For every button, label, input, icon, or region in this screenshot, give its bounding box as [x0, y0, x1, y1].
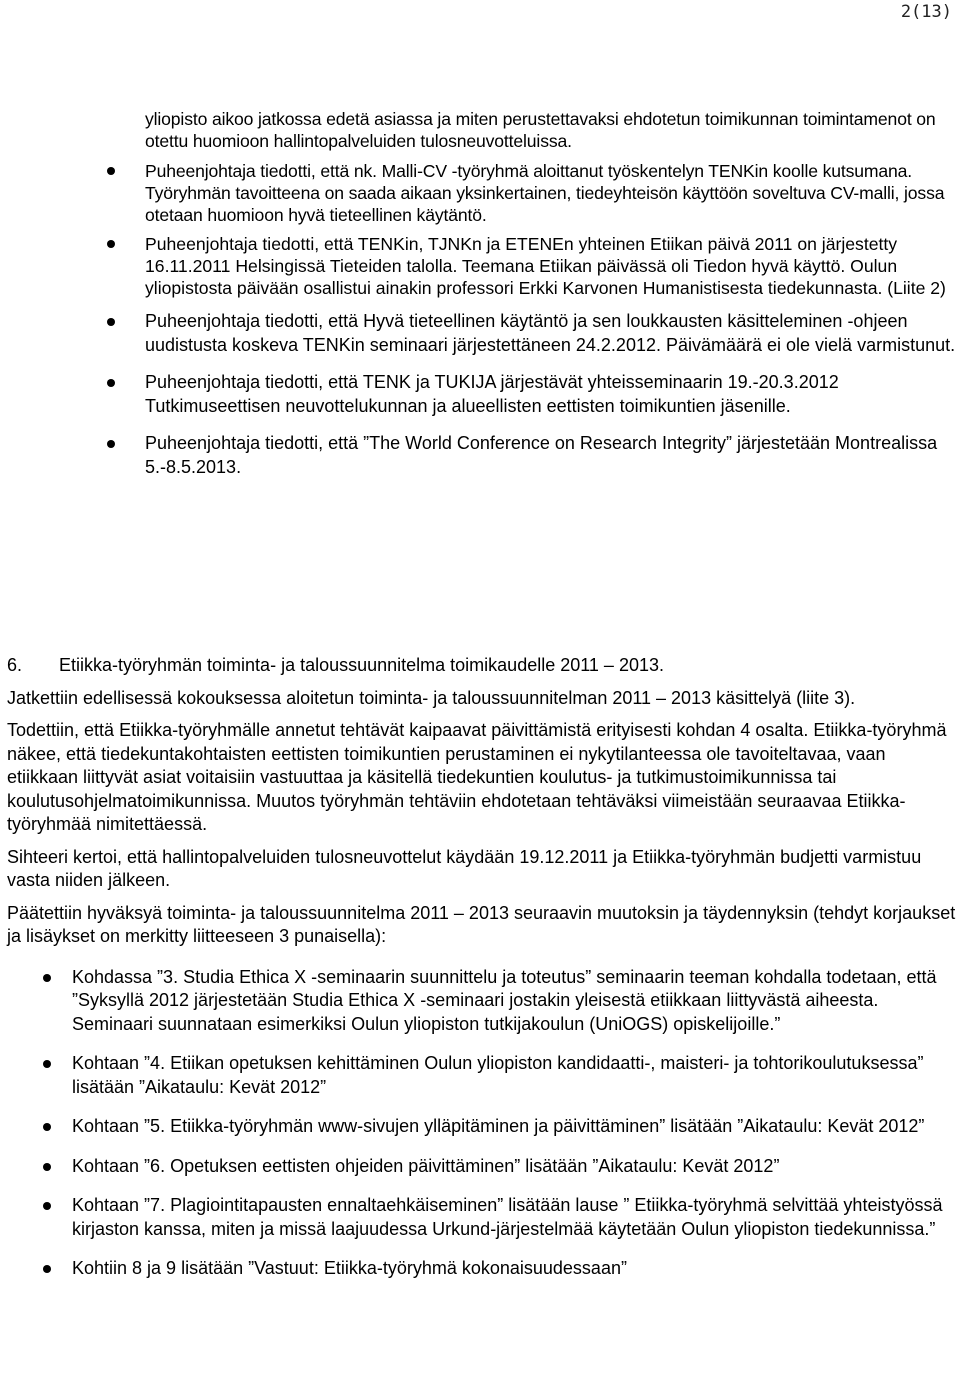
page-number: 2(13) [900, 2, 952, 22]
list-item [145, 371, 960, 418]
list-item [72, 1052, 960, 1099]
list-item [72, 966, 960, 1037]
list-item-text: Kohdassa ”3. Studia Ethica X -seminaarin suunnittelu ja toteutus” seminaarin teeman kohdalla todetaan, että ”Syksyllä 2012 järjestetään Studia Ethica X -seminaari jostakin yleisestä etiikkaan liittyvästä aiheesta. Seminaari suunnataan esimerkiksi Oulun yliopiston tutkijakoulun (UniOGS) opiskelijoille.” [72, 966, 937, 1034]
bullet-icon [107, 440, 115, 448]
list-item-text: Puheenjohtaja tiedotti, että TENK ja TUKIJA järjestävät yhteisseminaarin 19.-20.3.2012 Tutkimuseettisen neuvottelukunnan ja alueellisten eettisten toimikuntien jäsenille. [145, 372, 839, 416]
list-item-text: Puheenjohtaja tiedotti, että Hyvä tieteellinen käytäntö ja sen loukkausten käsitteleminen -ohjeen uudistusta koskeva TENKin seminaari järjestettäneen 24.2.2012. Päivämäärä ei ole vielä varmistunut. [145, 311, 956, 355]
bullet-icon [43, 1265, 51, 1273]
bullet-icon [43, 1202, 51, 1210]
list-item [72, 1155, 960, 1179]
bullet-icon [107, 167, 115, 175]
list-item [145, 310, 960, 357]
list-item-text: Kohtaan ”4. Etiikan opetuksen kehittäminen Oulun yliopiston kandidaatti-, maisteri- ja tohtorikoulutuksessa” lisätään ”Aikataulu: Kevät 2012” [72, 1053, 924, 1097]
list-item-text: Kohtaan ”6. Opetuksen eettisten ohjeiden päivittäminen” lisätään ”Aikataulu: Kevät 2012” [72, 1155, 780, 1176]
bullet-icon [107, 318, 115, 326]
section-6 [7, 654, 960, 1297]
bullet-icon [43, 1163, 51, 1171]
section-title: Etiikka-työryhmän toiminta- ja taloussuunnitelma toimikaudelle 2011 – 2013. [59, 655, 664, 675]
amendment-list [7, 966, 960, 1281]
bullet-icon [43, 1060, 51, 1068]
paragraph: Jatkettiin edellisessä kokouksessa aloitetun toiminta- ja taloussuunnitelman 2011 – 2013 käsittelyä (liite 3). [7, 687, 856, 708]
list-item [145, 233, 960, 299]
list-item-text: Kohtaan ”7. Plagiointitapausten ennaltaehkäiseminen” lisätään lause ” Etiikka-työryhmä selvittää yhteistyössä kirjaston kanssa, miten ja missä laajuudessa Urkund-järjestelmää käytetään Oulun yliopiston tiedekunnissa.” [72, 1195, 943, 1239]
list-item [72, 1257, 960, 1281]
list-item-text: Puheenjohtaja tiedotti, että nk. Malli-CV -työryhmä aloittanut työskentelyn TENKin koolle kutsumana. Työryhmän tavoitteena on saada aikaan yksinkertainen, tiedeyhteisön käyttöön soveltuva CV-malli, jossa otetaan huomioon hyvä tieteellinen käytäntö. [145, 161, 945, 225]
bullet-icon [43, 974, 51, 982]
section-number: 6. [7, 655, 23, 675]
list-item-text: Kohtiin 8 ja 9 lisätään ”Vastuut: Etiikka-työryhmä kokonaisuudessaan” [72, 1258, 627, 1278]
paragraph: Todettiin, että Etiikka-työryhmälle annetut tehtävät kaipaavat päivittämistä erityisesti kohdan 4 osalta. Etiikka-työryhmä näkee, että tiedekuntakohtaisten eettisten toimikuntien perustaminen ei nykytilanteessa ole tavoiteltavaa, vaan etiikkaan liittyvät asiat voitaisiin vastuuttaa ja käsitellä tiedekuntien koulutus- ja tutkimustoimikunnissa tai koulutusohjelmatoimikunnissa. Muutos työryhmän tehtäviin ehdotetaan tehtäväksi viimeistään seuraavaa Etiikka-työryhmää nimitettäessä. [7, 720, 947, 834]
bullet-icon [43, 1123, 51, 1131]
list-item-text: Puheenjohtaja tiedotti, että TENKin, TJNKn ja ETENEn yhteinen Etiikan päivä 2011 on järjestetty 16.11.2011 Helsingissä Tieteiden talolla. Teemana Etiikan päivässä oli Tiedon hyvä käyttö. Oulun yliopistosta päivään osallistui ainakin professori Erkki Karvonen Humanistisesta tiedekunnasta. (Liite 2) [145, 234, 946, 298]
bullet-icon [107, 379, 115, 387]
list-item [145, 432, 960, 479]
upper-text-block [145, 108, 960, 487]
lead-paragraph: yliopisto aikoo jatkossa edetä asiassa ja miten perustettavaksi ehdotetun toimikunnan toimintamenot on otettu huomioon hallintopalveluiden tulosneuvotteluissa. [145, 109, 936, 151]
paragraph: Päätettiin hyväksyä toiminta- ja taloussuunnitelma 2011 – 2013 seuraavin muutoksin ja täydennyksin (tehdyt korjaukset ja lisäykset on merkitty liitteeseen 3 punaisella): [7, 902, 956, 946]
announcement-list [145, 160, 960, 479]
bullet-icon [107, 240, 115, 248]
list-item-text: Puheenjohtaja tiedotti, että ”The World Conference on Research Integrity” järjestetään Montrealissa 5.-8.5.2013. [145, 433, 938, 477]
section-heading [7, 654, 960, 678]
paragraph: Sihteeri kertoi, että hallintopalveluiden tulosneuvottelut käydään 19.12.2011 ja Etiikka-työryhmän budjetti varmistuu vasta niiden jälkeen. [7, 846, 922, 890]
list-item-text: Kohtaan ”5. Etiikka-työryhmän www-sivujen ylläpitäminen ja päivittäminen” lisätään ”Aikataulu: Kevät 2012” [72, 1116, 925, 1136]
list-item [72, 1115, 960, 1139]
list-item [72, 1194, 960, 1241]
list-item [145, 160, 960, 226]
